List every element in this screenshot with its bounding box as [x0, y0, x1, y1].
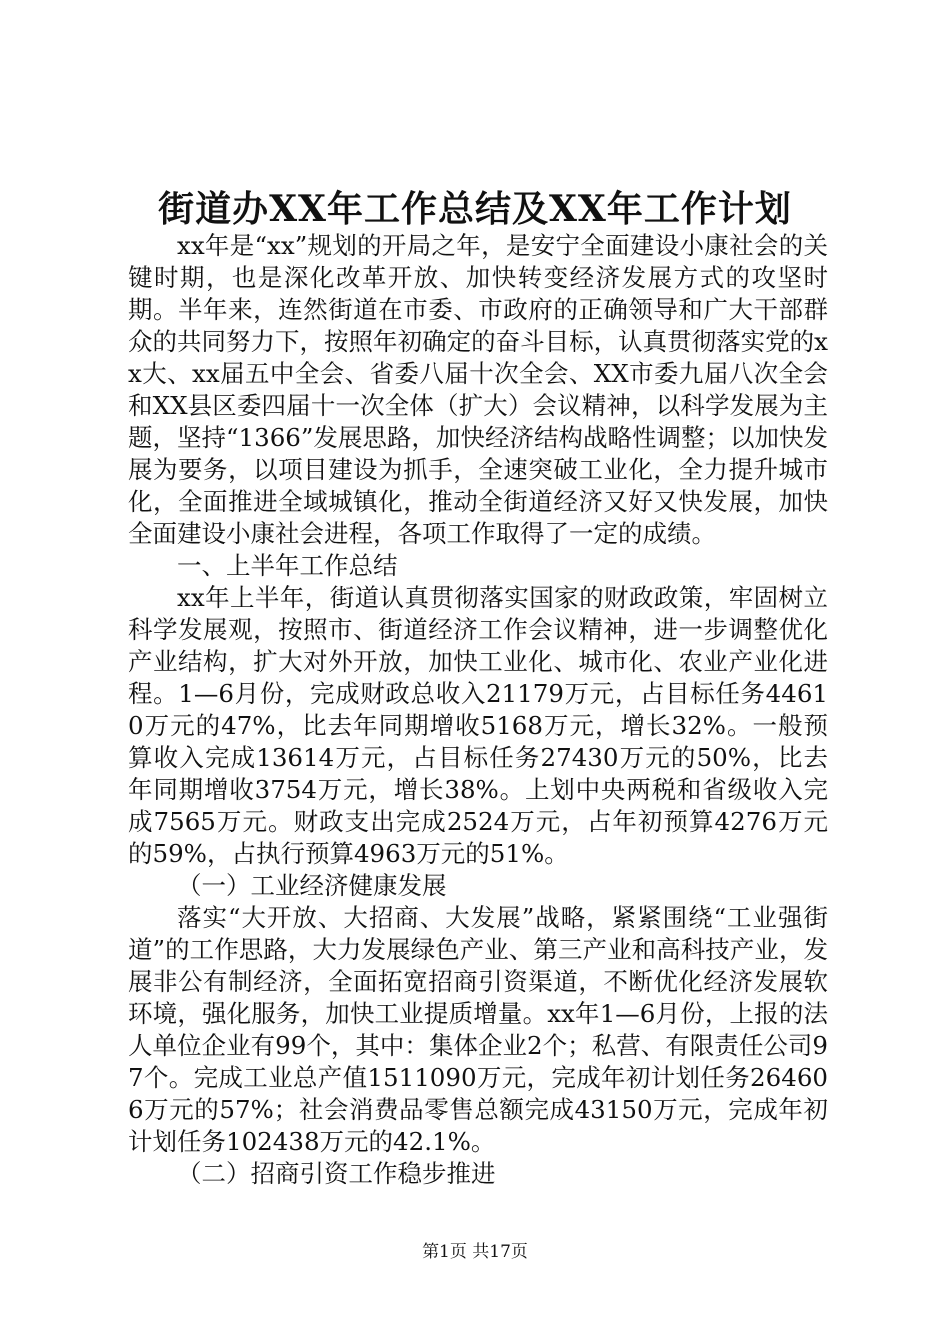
- paragraph-industrial-economy: 落实“大开放、大招商、大发展”战略，紧紧围绕“工业强街道”的工作思路，大力发展绿色产业、第三产业和高科技产业，发展非公有制经济，全面拓宽招商引资渠道，不断优化经济发展软环境，强化服务，加快工业提质增量。xx年1—6月份，上报的法人单位企业有99个，其中：集体企业2个；私营、有限责任公司97个。完成工业总产值1511090万元，完成年初计划任务264606万元的57%；社会消费品零售总额完成43150万元，完成年初计划任务102438万元的42.1%。: [128, 903, 828, 1156]
- section-heading-1: 一、上半年工作总结: [177, 551, 398, 580]
- document-body: [128, 230, 828, 1190]
- paragraph-intro: xx年是“xx”规划的开局之年，是安宁全面建设小康社会的关键时期，也是深化改革开放、加快转变经济发展方式的攻坚时期。半年来，连然街道在市委、市政府的正确领导和广大干部群众的共同努力下，按照年初确定的奋斗目标，认真贯彻落实党的xx大、xx届五中全会、省委八届十次全会、XX市委九届八次全会和XX县区委四届十一次全体（扩大）会议精神，以科学发展为主题，坚持“1366”发展思路，加快经济结构战略性调整；以加快发展为要务，以项目建设为抓手，全速突破工业化，全力提升城市化，全面推进全域城镇化，推动全街道经济又好又快发展，加快全面建设小康社会进程，各项工作取得了一定的成绩。: [128, 231, 828, 548]
- subsection-heading-2: （二）招商引资工作稳步推进: [177, 1159, 496, 1188]
- subsection-heading-1: （一）工业经济健康发展: [177, 871, 447, 900]
- document-title: 街道办XX年工作总结及XX年工作计划: [158, 188, 792, 230]
- paragraph-half-year-summary: xx年上半年，街道认真贯彻落实国家的财政政策，牢固树立科学发展观，按照市、街道经济工作会议精神，进一步调整优化产业结构，扩大对外开放，加快工业化、城市化、农业产业化进程。1—6月份，完成财政总收入21179万元，占目标任务44610万元的47%，比去年同期增收5168万元，增长32%。一般预算收入完成13614万元，占目标任务27430万元的50%，比去年同期增收3754万元，增长38%。上划中央两税和省级收入完成7565万元。财政支出完成2524万元，占年初预算4276万元的59%，占执行预算4963万元的51%。: [128, 583, 828, 868]
- page-number-footer: 第1页 共17页: [422, 1242, 528, 1262]
